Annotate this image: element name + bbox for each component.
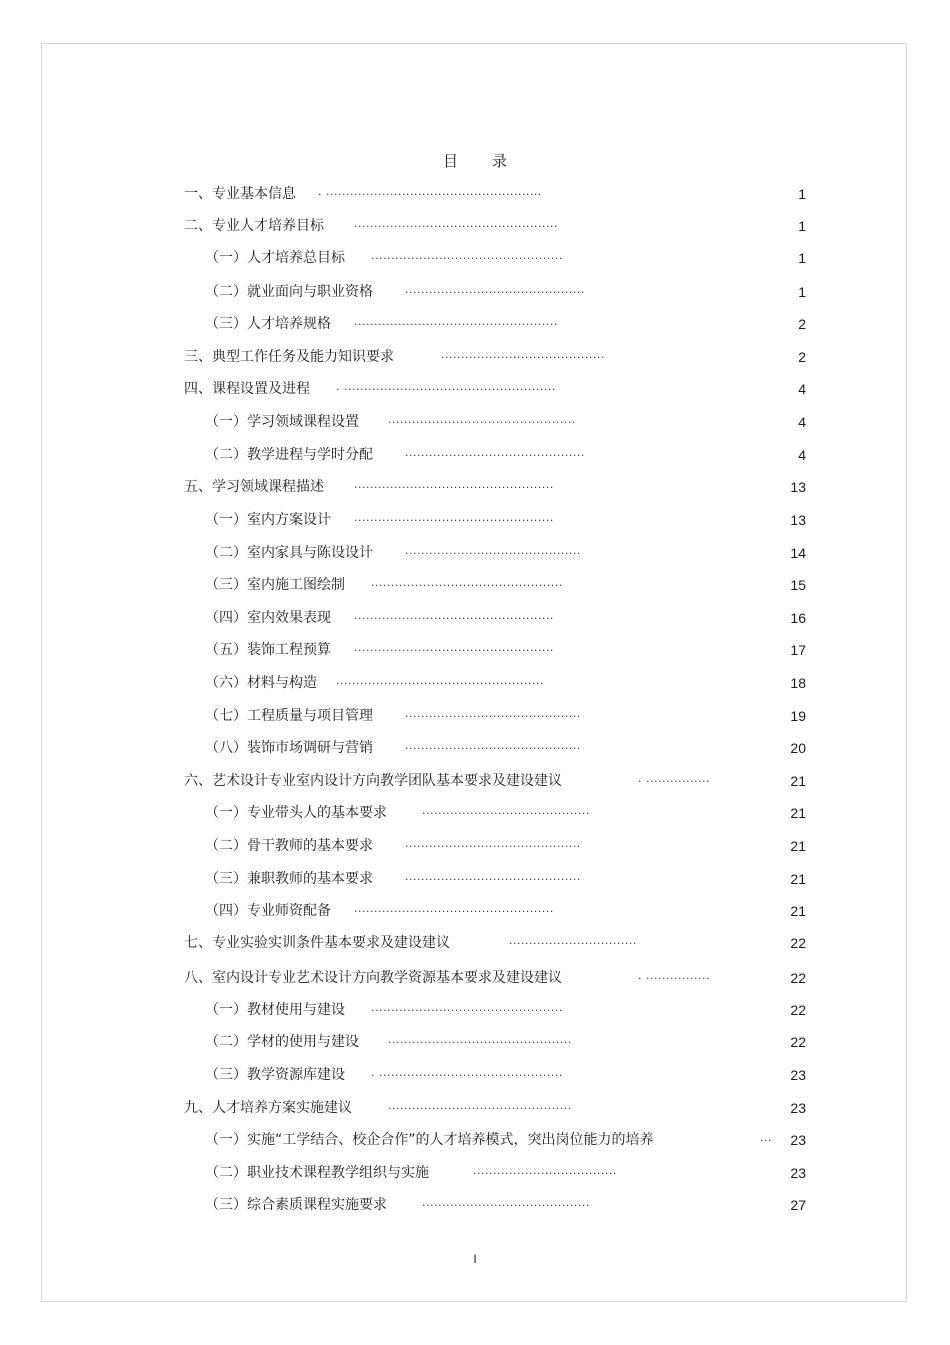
toc-entry-page-number: 19 bbox=[790, 708, 806, 724]
toc-title-char-2: 录 bbox=[492, 152, 508, 170]
toc-entry[interactable] bbox=[205, 1194, 806, 1216]
toc-entry[interactable] bbox=[205, 1162, 806, 1184]
toc-entry-label: （二）学材的使用与建设 bbox=[205, 1034, 359, 1050]
toc-entry-page-number: 15 bbox=[790, 577, 806, 593]
toc-entry-page-number: 13 bbox=[790, 512, 806, 528]
toc-entry-label: 六、艺术设计专业室内设计方向教学团队基本要求及建设建议 bbox=[184, 773, 562, 789]
toc-entry-label: （三）兼职教师的基本要求 bbox=[205, 871, 373, 887]
toc-entry-page-number: 1 bbox=[798, 218, 806, 234]
toc-entry-label: 八、室内设计专业艺术设计方向教学资源基本要求及建设建议 bbox=[184, 970, 562, 986]
toc-dot-leader: ............................................ bbox=[405, 739, 581, 752]
toc-entry-page-number: 23 bbox=[790, 1100, 806, 1116]
toc-entry-page-number: 18 bbox=[790, 675, 806, 691]
toc-dot-leader: ............................................ bbox=[405, 837, 581, 850]
toc-dot-leader: . ...................................................... bbox=[318, 185, 542, 198]
toc-title-char-1: 目 bbox=[442, 152, 458, 170]
toc-entry[interactable] bbox=[205, 900, 806, 922]
toc-entry-page-number: 1 bbox=[798, 284, 806, 300]
toc-entry-page-number: 23 bbox=[790, 1067, 806, 1083]
toc-dot-leader: ................................ bbox=[509, 934, 637, 947]
toc-entry[interactable] bbox=[205, 1031, 806, 1053]
toc-dot-leader: . .............................................. bbox=[371, 1066, 563, 1079]
toc-dot-leader: .................................................. bbox=[354, 511, 554, 524]
toc-dot-leader: ................................................ bbox=[371, 1001, 563, 1014]
toc-entry-page-number: 13 bbox=[790, 479, 806, 495]
toc-dot-leader: .................................................. bbox=[354, 478, 554, 491]
toc-entry-page-number: 23 bbox=[790, 1165, 806, 1181]
toc-entry[interactable] bbox=[205, 835, 806, 857]
toc-dot-leader: .................................................... bbox=[336, 674, 544, 687]
toc-entry[interactable] bbox=[205, 247, 806, 269]
toc-entry[interactable] bbox=[205, 313, 806, 335]
toc-dot-leader: ............................................... bbox=[388, 413, 576, 426]
toc-entry-label: 七、专业实验实训条件基本要求及建设建议 bbox=[184, 935, 450, 951]
toc-dot-leader: . ..................................................... bbox=[336, 380, 556, 393]
toc-entry-page-number: 21 bbox=[790, 838, 806, 854]
toc-entry-page-number: 22 bbox=[790, 935, 806, 951]
toc-entry[interactable] bbox=[184, 770, 806, 792]
toc-entry[interactable] bbox=[205, 411, 806, 433]
toc-entry-page-number: 17 bbox=[790, 642, 806, 658]
toc-entry[interactable] bbox=[205, 281, 806, 303]
toc-dot-leader: ... bbox=[760, 1131, 772, 1144]
toc-entry-page-number: 4 bbox=[798, 381, 806, 397]
toc-dot-leader: ................................................ bbox=[371, 249, 563, 262]
toc-dot-leader: ............................................. bbox=[405, 446, 585, 459]
toc-entry[interactable] bbox=[184, 378, 806, 400]
toc-entry-label: （三）室内施工图绘制 bbox=[205, 577, 345, 593]
toc-entry[interactable] bbox=[184, 215, 806, 237]
toc-entry-label: （四）专业师资配备 bbox=[205, 903, 331, 919]
toc-entry[interactable] bbox=[205, 802, 806, 824]
toc-dot-leader: ............................................. bbox=[405, 283, 585, 296]
toc-entry[interactable] bbox=[205, 542, 806, 564]
toc-entry-label: （七）工程质量与项目管理 bbox=[205, 708, 373, 724]
toc-entry[interactable] bbox=[184, 967, 806, 989]
toc-dot-leader: . ................ bbox=[638, 969, 710, 982]
toc-entry[interactable] bbox=[205, 444, 806, 466]
toc-entry-label: （五）装饰工程预算 bbox=[205, 642, 331, 658]
toc-entry[interactable] bbox=[184, 932, 806, 954]
toc-entry-label: （一）专业带头人的基本要求 bbox=[205, 805, 387, 821]
toc-entry-label: （三）人才培养规格 bbox=[205, 316, 331, 332]
toc-dot-leader: .................................... bbox=[473, 1164, 617, 1177]
toc-entry[interactable] bbox=[205, 999, 806, 1021]
toc-dot-leader: .................................................. bbox=[354, 609, 554, 622]
footer-page-number: I bbox=[473, 1252, 477, 1266]
toc-entry-page-number: 23 bbox=[790, 1132, 806, 1148]
toc-entry-label: （一）实施“工学结合、校企合作”的人才培养模式，突出岗位能力的培养 bbox=[205, 1132, 654, 1148]
toc-dot-leader: .......................................... bbox=[422, 804, 590, 817]
toc-entry[interactable] bbox=[184, 476, 806, 498]
toc-entry[interactable] bbox=[205, 509, 806, 531]
toc-entry[interactable] bbox=[184, 183, 806, 205]
toc-entry-page-number: 27 bbox=[790, 1197, 806, 1213]
toc-dot-leader: ................................................... bbox=[354, 217, 558, 230]
toc-entry-page-number: 1 bbox=[798, 186, 806, 202]
toc-entry-page-number: 20 bbox=[790, 740, 806, 756]
toc-dot-leader: .......................................... bbox=[422, 1196, 590, 1209]
toc-entry-label: 三、典型工作任务及能力知识要求 bbox=[184, 349, 394, 365]
toc-entry-label: 九、人才培养方案实施建议 bbox=[184, 1100, 352, 1116]
toc-entry-label: 二、专业人才培养目标 bbox=[184, 218, 324, 234]
toc-entry[interactable] bbox=[184, 1097, 806, 1119]
toc-entry[interactable] bbox=[205, 672, 806, 694]
toc-entry-label: （一）学习领域课程设置 bbox=[205, 414, 359, 430]
toc-entry-label: （六）材料与构造 bbox=[205, 675, 317, 691]
toc-entry-page-number: 21 bbox=[790, 871, 806, 887]
toc-entry-label: （一）人才培养总目标 bbox=[205, 250, 345, 266]
toc-entry-label: （三）教学资源库建设 bbox=[205, 1067, 345, 1083]
toc-dot-leader: .............................................. bbox=[388, 1099, 572, 1112]
toc-dot-leader: . ................ bbox=[638, 772, 710, 785]
toc-entry-page-number: 4 bbox=[798, 447, 806, 463]
toc-entry-page-number: 4 bbox=[798, 414, 806, 430]
toc-entry[interactable] bbox=[205, 639, 806, 661]
toc-entry-page-number: 14 bbox=[790, 545, 806, 561]
toc-dot-leader: ................................................ bbox=[371, 576, 563, 589]
toc-entry-label: （二）就业面向与职业资格 bbox=[205, 284, 373, 300]
toc-dot-leader: ......................................... bbox=[441, 348, 605, 361]
toc-entry-page-number: 21 bbox=[790, 903, 806, 919]
toc-entry-page-number: 2 bbox=[798, 349, 806, 365]
toc-entry-page-number: 1 bbox=[798, 250, 806, 266]
toc-entry-page-number: 21 bbox=[790, 805, 806, 821]
toc-entry-label: 四、课程设置及进程 bbox=[184, 381, 310, 397]
toc-dot-leader: .................................................. bbox=[354, 641, 554, 654]
toc-entry[interactable] bbox=[205, 737, 806, 759]
toc-entry-label: （二）室内家具与陈设设计 bbox=[205, 545, 373, 561]
toc-entry-page-number: 22 bbox=[790, 970, 806, 986]
toc-entry-label: （二）职业技术课程教学组织与实施 bbox=[205, 1165, 429, 1181]
toc-entry[interactable] bbox=[205, 868, 806, 890]
toc-entry[interactable] bbox=[205, 1129, 806, 1151]
toc-entry-page-number: 21 bbox=[790, 773, 806, 789]
toc-entry-label: （二）教学进程与学时分配 bbox=[205, 447, 373, 463]
toc-dot-leader: ................................................... bbox=[354, 315, 558, 328]
toc-dot-leader: .............................................. bbox=[388, 1033, 572, 1046]
toc-dot-leader: ............................................ bbox=[405, 707, 581, 720]
toc-dot-leader: ............................................ bbox=[405, 870, 581, 883]
toc-entry[interactable] bbox=[205, 1064, 806, 1086]
toc-dot-leader: ............................................ bbox=[405, 544, 581, 557]
toc-entry-page-number: 16 bbox=[790, 610, 806, 626]
toc-entry-label: （一）教材使用与建设 bbox=[205, 1002, 345, 1018]
toc-entry[interactable] bbox=[184, 346, 806, 368]
toc-entry-label: （八）装饰市场调研与营销 bbox=[205, 740, 373, 756]
toc-entry[interactable] bbox=[205, 574, 806, 596]
toc-entry-label: 一、专业基本信息 bbox=[184, 186, 296, 202]
toc-entry-label: 五、学习领域课程描述 bbox=[184, 479, 324, 495]
toc-entry-label: （三）综合素质课程实施要求 bbox=[205, 1197, 387, 1213]
toc-entry-page-number: 22 bbox=[790, 1034, 806, 1050]
toc-entry-label: （二）骨干教师的基本要求 bbox=[205, 838, 373, 854]
toc-dot-leader: .................................................. bbox=[354, 902, 554, 915]
toc-entry-label: （一）室内方案设计 bbox=[205, 512, 331, 528]
toc-entry-page-number: 2 bbox=[798, 316, 806, 332]
toc-entry[interactable] bbox=[205, 705, 806, 727]
toc-entry[interactable] bbox=[205, 607, 806, 629]
toc-entry-label: （四）室内效果表现 bbox=[205, 610, 331, 626]
toc-entry-page-number: 22 bbox=[790, 1002, 806, 1018]
